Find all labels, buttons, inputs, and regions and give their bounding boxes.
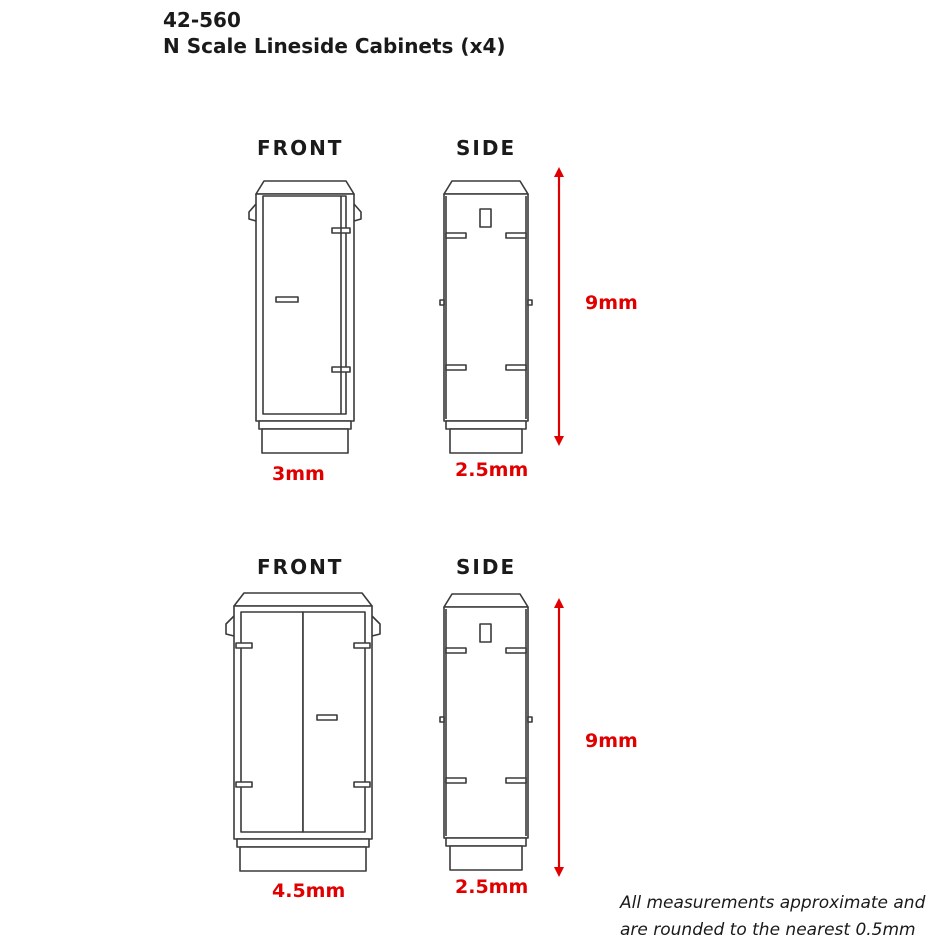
front-view-label: FRONT <box>257 555 344 579</box>
footnote-line-2: are rounded to the nearest 0.5mm <box>620 920 916 940</box>
product-title: N Scale Lineside Cabinets (x4) <box>163 34 506 58</box>
height-dimension: 9mm <box>585 730 638 752</box>
side-view-label: SIDE <box>456 555 517 579</box>
side-view-label: SIDE <box>456 136 517 160</box>
height-dimension: 9mm <box>585 292 638 314</box>
side-view-cabinet <box>440 594 532 870</box>
front-width-dimension: 4.5mm <box>272 880 346 902</box>
front-view-double-door-cabinet <box>226 593 380 871</box>
side-width-dimension: 2.5mm <box>455 876 529 898</box>
side-view-cabinet <box>440 181 532 453</box>
front-view-single-door-cabinet <box>249 181 361 453</box>
front-view-label: FRONT <box>257 136 344 160</box>
product-code: 42-560 <box>163 8 241 32</box>
front-width-dimension: 3mm <box>272 463 325 485</box>
footnote-line-1: All measurements approximate and <box>620 893 926 913</box>
side-width-dimension: 2.5mm <box>455 459 529 481</box>
